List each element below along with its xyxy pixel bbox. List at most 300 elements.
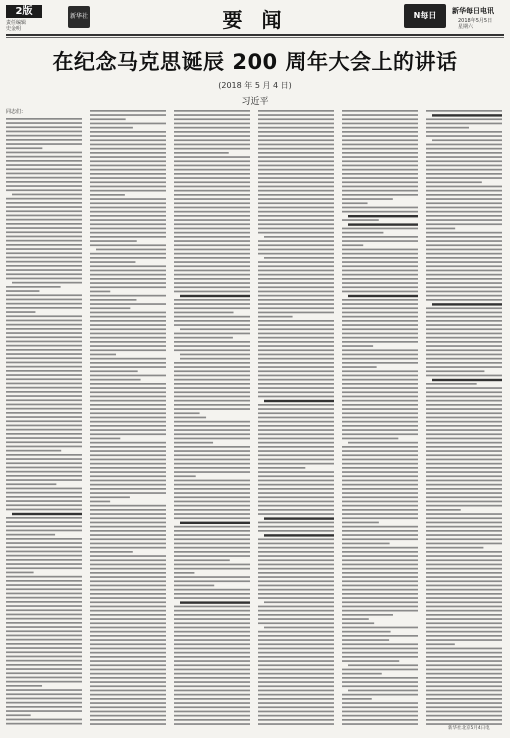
page-number: 2版 xyxy=(6,5,42,18)
text-line xyxy=(342,677,418,679)
text-line xyxy=(342,622,374,624)
text-line xyxy=(426,223,502,225)
text-line xyxy=(90,286,166,288)
text-line xyxy=(6,118,82,120)
text-line xyxy=(258,354,334,356)
text-line xyxy=(258,316,293,318)
header-rule xyxy=(6,34,504,36)
text-line xyxy=(174,312,234,314)
text-line xyxy=(90,719,166,721)
text-line xyxy=(264,400,334,402)
text-line xyxy=(90,639,166,641)
text-line xyxy=(6,370,82,372)
text-line xyxy=(426,488,502,490)
text-line xyxy=(6,471,82,473)
text-line xyxy=(6,156,82,158)
text-line xyxy=(426,219,502,221)
text-line xyxy=(342,501,418,503)
text-line xyxy=(6,362,82,364)
text-line xyxy=(174,333,250,335)
text-line xyxy=(174,429,250,431)
text-line xyxy=(174,417,206,419)
text-line xyxy=(174,190,250,192)
text-line xyxy=(174,648,250,650)
text-line xyxy=(174,576,250,578)
text-line xyxy=(6,378,82,380)
text-line xyxy=(258,643,334,645)
text-line xyxy=(258,660,334,662)
text-line xyxy=(90,370,138,372)
text-line xyxy=(174,270,250,272)
text-line xyxy=(426,404,502,406)
text-line xyxy=(426,681,502,683)
text-line xyxy=(342,610,418,612)
text-line xyxy=(426,425,502,427)
text-lines xyxy=(90,108,166,726)
text-line xyxy=(6,315,82,317)
text-line xyxy=(426,656,502,658)
text-line xyxy=(342,635,418,637)
text-line xyxy=(174,316,250,318)
text-line xyxy=(6,588,82,590)
text-line xyxy=(342,585,418,587)
text-line xyxy=(174,538,250,540)
text-line xyxy=(342,236,418,238)
text-line xyxy=(426,400,502,402)
text-line xyxy=(426,345,502,347)
text-line xyxy=(90,219,166,221)
text-line xyxy=(6,454,82,456)
text-line xyxy=(6,173,82,175)
text-line xyxy=(12,282,82,284)
text-line xyxy=(342,139,418,141)
text-line xyxy=(6,656,82,658)
text-line xyxy=(342,593,418,595)
text-line xyxy=(6,672,82,674)
text-line xyxy=(180,354,250,356)
text-line xyxy=(6,723,82,725)
text-line xyxy=(342,383,418,385)
text-line xyxy=(6,332,82,334)
text-line xyxy=(174,144,250,146)
text-line xyxy=(426,673,502,675)
text-line xyxy=(342,181,418,183)
text-line xyxy=(426,244,502,246)
text-line xyxy=(426,564,502,566)
text-line xyxy=(342,320,418,322)
text-line xyxy=(174,219,250,221)
text-line xyxy=(426,354,502,356)
text-line xyxy=(426,328,502,330)
text-line xyxy=(174,165,250,167)
text-line xyxy=(426,295,502,297)
text-line xyxy=(90,677,166,679)
text-line xyxy=(174,484,250,486)
text-line xyxy=(432,379,502,381)
text-line xyxy=(426,513,502,515)
text-line xyxy=(6,710,82,712)
text-line xyxy=(174,228,250,230)
text-lines xyxy=(258,108,334,726)
text-line xyxy=(342,270,418,272)
text-line xyxy=(342,572,418,574)
text-line xyxy=(426,261,502,263)
text-line xyxy=(258,249,334,251)
text-line xyxy=(258,337,334,339)
text-line xyxy=(426,337,502,339)
text-line xyxy=(426,463,502,465)
text-line xyxy=(174,291,250,293)
text-line xyxy=(258,446,334,448)
text-line xyxy=(6,278,82,280)
text-line xyxy=(426,530,502,532)
text-line xyxy=(6,177,82,179)
text-line xyxy=(90,555,166,557)
text-line xyxy=(6,626,82,628)
text-line xyxy=(6,160,82,162)
text-line xyxy=(174,622,250,624)
text-line xyxy=(426,249,502,251)
text-line xyxy=(6,383,82,385)
text-line xyxy=(342,648,418,650)
text-line xyxy=(258,282,334,284)
text-line xyxy=(174,194,250,196)
text-line xyxy=(6,408,82,410)
text-line xyxy=(90,702,166,704)
text-line xyxy=(6,227,82,229)
text-line xyxy=(426,118,502,120)
text-line xyxy=(426,517,502,519)
text-line xyxy=(174,110,250,112)
editor-credit xyxy=(6,20,46,32)
text-line xyxy=(6,126,82,128)
text-line xyxy=(426,211,502,213)
text-line xyxy=(12,513,82,515)
text-line xyxy=(174,438,250,440)
text-line xyxy=(342,706,418,708)
text-line xyxy=(6,479,82,481)
text-line xyxy=(6,584,82,586)
text-line xyxy=(348,223,418,225)
text-line xyxy=(426,459,502,461)
text-line xyxy=(426,324,502,326)
text-line xyxy=(342,370,418,372)
text-line xyxy=(258,681,334,683)
text-line xyxy=(426,538,502,540)
text-line xyxy=(6,605,82,607)
text-line xyxy=(342,261,418,263)
newspaper-logo-icon: 新华社 xyxy=(68,6,90,28)
text-line xyxy=(6,677,82,679)
text-line xyxy=(90,202,166,204)
text-line xyxy=(426,215,502,217)
text-line xyxy=(426,505,502,507)
section-title: 要 闻 xyxy=(222,8,288,32)
text-line xyxy=(426,160,502,162)
text-line xyxy=(342,480,418,482)
text-line xyxy=(6,651,82,653)
text-line xyxy=(90,404,166,406)
text-line xyxy=(342,429,418,431)
text-line xyxy=(342,660,399,662)
text-line xyxy=(342,265,418,267)
text-line xyxy=(258,181,334,183)
text-line xyxy=(90,270,166,272)
text-line xyxy=(426,593,502,595)
text-line xyxy=(342,240,418,242)
text-line xyxy=(90,606,166,608)
text-line xyxy=(426,307,502,309)
text-line xyxy=(180,328,250,330)
text-line xyxy=(90,139,166,141)
text-line xyxy=(258,543,334,545)
text-line xyxy=(342,375,418,377)
text-line xyxy=(426,597,502,599)
text-line xyxy=(90,673,166,675)
text-line xyxy=(342,551,418,553)
text-line xyxy=(90,438,120,440)
text-line xyxy=(426,375,502,377)
text-line xyxy=(6,261,82,263)
article-body xyxy=(6,108,504,730)
text-line xyxy=(174,114,250,116)
text-line xyxy=(258,391,334,393)
text-line xyxy=(174,236,250,238)
text-line xyxy=(258,148,334,150)
text-line xyxy=(342,165,418,167)
text-line xyxy=(426,148,502,150)
text-line xyxy=(6,433,82,435)
text-line xyxy=(6,391,82,393)
text-line xyxy=(90,480,166,482)
text-line xyxy=(426,643,455,645)
text-line xyxy=(6,614,82,616)
text-line xyxy=(6,475,82,477)
text-line xyxy=(258,131,334,133)
text-line xyxy=(426,387,502,389)
text-line xyxy=(90,278,166,280)
text-line xyxy=(342,341,418,343)
text-line xyxy=(6,668,82,670)
text-line xyxy=(258,438,334,440)
text-line xyxy=(174,656,250,658)
text-line xyxy=(90,295,166,297)
text-line xyxy=(342,656,418,658)
text-line xyxy=(342,454,418,456)
text-line xyxy=(174,215,250,217)
text-line xyxy=(6,185,82,187)
text-line xyxy=(258,677,334,679)
text-line xyxy=(258,169,334,171)
paper-name: 新华每日电讯 xyxy=(452,7,494,15)
text-line xyxy=(174,404,250,406)
text-line xyxy=(174,169,250,171)
text-line xyxy=(90,463,166,465)
text-line xyxy=(258,328,334,330)
text-line xyxy=(90,387,166,389)
text-line xyxy=(174,450,250,452)
text-line xyxy=(258,160,334,162)
text-line xyxy=(426,471,502,473)
text-line xyxy=(6,483,56,485)
text-line xyxy=(342,391,418,393)
text-line xyxy=(174,383,250,385)
text-line xyxy=(90,669,166,671)
text-line xyxy=(6,639,82,641)
text-line xyxy=(174,400,250,402)
text-line xyxy=(426,660,502,662)
text-line xyxy=(90,316,166,318)
text-column xyxy=(174,108,250,726)
text-line xyxy=(258,442,334,444)
text-line xyxy=(258,706,334,708)
text-line xyxy=(90,723,166,725)
text-line xyxy=(174,148,250,150)
text-line xyxy=(258,198,334,200)
text-line xyxy=(90,345,166,347)
text-line xyxy=(342,333,418,335)
text-line xyxy=(90,169,166,171)
text-line xyxy=(426,316,502,318)
text-line xyxy=(426,677,502,679)
text-line xyxy=(342,606,418,608)
text-line xyxy=(258,690,334,692)
text-line xyxy=(6,265,82,267)
text-line xyxy=(174,597,250,599)
text-line xyxy=(342,652,418,654)
text-line xyxy=(342,576,418,578)
text-line xyxy=(174,253,250,255)
text-line xyxy=(90,307,130,309)
text-line xyxy=(174,715,250,717)
text-line xyxy=(90,190,166,192)
text-line xyxy=(342,244,363,246)
text-line xyxy=(258,341,334,343)
text-line xyxy=(258,631,334,633)
text-line xyxy=(342,131,418,133)
text-line xyxy=(426,690,502,692)
text-line xyxy=(342,723,418,725)
text-line xyxy=(258,576,334,578)
text-line xyxy=(90,354,116,356)
text-line xyxy=(258,711,334,713)
text-line xyxy=(174,585,214,587)
text-line xyxy=(174,139,250,141)
text-line xyxy=(258,370,334,372)
text-line xyxy=(6,399,82,401)
text-line xyxy=(174,496,250,498)
text-line xyxy=(174,303,250,305)
text-line xyxy=(6,366,82,368)
text-line xyxy=(426,240,502,242)
text-line xyxy=(90,429,166,431)
text-line xyxy=(90,576,166,578)
text-line xyxy=(90,177,166,179)
text-line xyxy=(174,643,250,645)
text-line xyxy=(258,585,334,587)
text-line xyxy=(174,123,250,125)
text-line xyxy=(90,433,166,435)
text-line xyxy=(174,719,250,721)
text-line xyxy=(342,694,418,696)
text-line xyxy=(264,257,334,259)
text-line xyxy=(6,181,82,183)
text-line xyxy=(342,152,418,154)
text-line xyxy=(90,543,166,545)
text-line xyxy=(342,207,418,209)
text-line xyxy=(174,366,250,368)
text-line xyxy=(90,534,166,536)
text-line xyxy=(6,164,82,166)
text-line xyxy=(90,652,166,654)
text-line xyxy=(90,324,166,326)
text-line xyxy=(174,627,250,629)
text-line xyxy=(6,374,82,376)
text-line xyxy=(174,265,250,267)
text-line xyxy=(6,202,82,204)
text-line xyxy=(174,446,250,448)
text-line xyxy=(90,244,166,246)
text-line xyxy=(258,194,334,196)
text-line xyxy=(174,685,250,687)
text-line xyxy=(174,379,250,381)
text-column xyxy=(258,108,334,726)
text-line xyxy=(174,362,250,364)
text-line xyxy=(426,396,502,398)
text-line xyxy=(426,501,502,503)
text-lines xyxy=(6,108,82,726)
text-line xyxy=(342,127,418,129)
text-line xyxy=(96,249,166,251)
text-line xyxy=(342,282,418,284)
text-line xyxy=(90,513,166,515)
text-line xyxy=(258,190,334,192)
text-line xyxy=(258,593,334,595)
text-line xyxy=(426,635,502,637)
text-line xyxy=(426,442,502,444)
text-line xyxy=(6,504,82,506)
text-line xyxy=(174,467,250,469)
text-line xyxy=(90,181,166,183)
text-line xyxy=(258,513,334,515)
text-line xyxy=(90,156,166,158)
text-line xyxy=(258,723,334,725)
text-line xyxy=(258,475,334,477)
text-line xyxy=(174,211,250,213)
text-line xyxy=(90,585,166,587)
text-line xyxy=(174,475,196,477)
text-line xyxy=(342,194,418,196)
issue-date xyxy=(458,18,492,30)
text-line xyxy=(258,610,334,612)
text-line xyxy=(90,614,166,616)
text-line xyxy=(90,341,166,343)
text-line xyxy=(174,459,250,461)
text-line xyxy=(6,189,82,191)
text-line xyxy=(342,303,418,305)
text-line xyxy=(174,669,250,671)
text-line xyxy=(426,131,502,133)
text-line xyxy=(6,630,82,632)
text-line xyxy=(174,135,250,137)
text-line xyxy=(342,396,418,398)
text-line xyxy=(90,501,110,503)
text-line xyxy=(426,551,502,553)
text-line xyxy=(174,723,250,725)
text-line xyxy=(6,223,82,225)
text-line xyxy=(174,664,250,666)
text-line xyxy=(6,689,82,691)
